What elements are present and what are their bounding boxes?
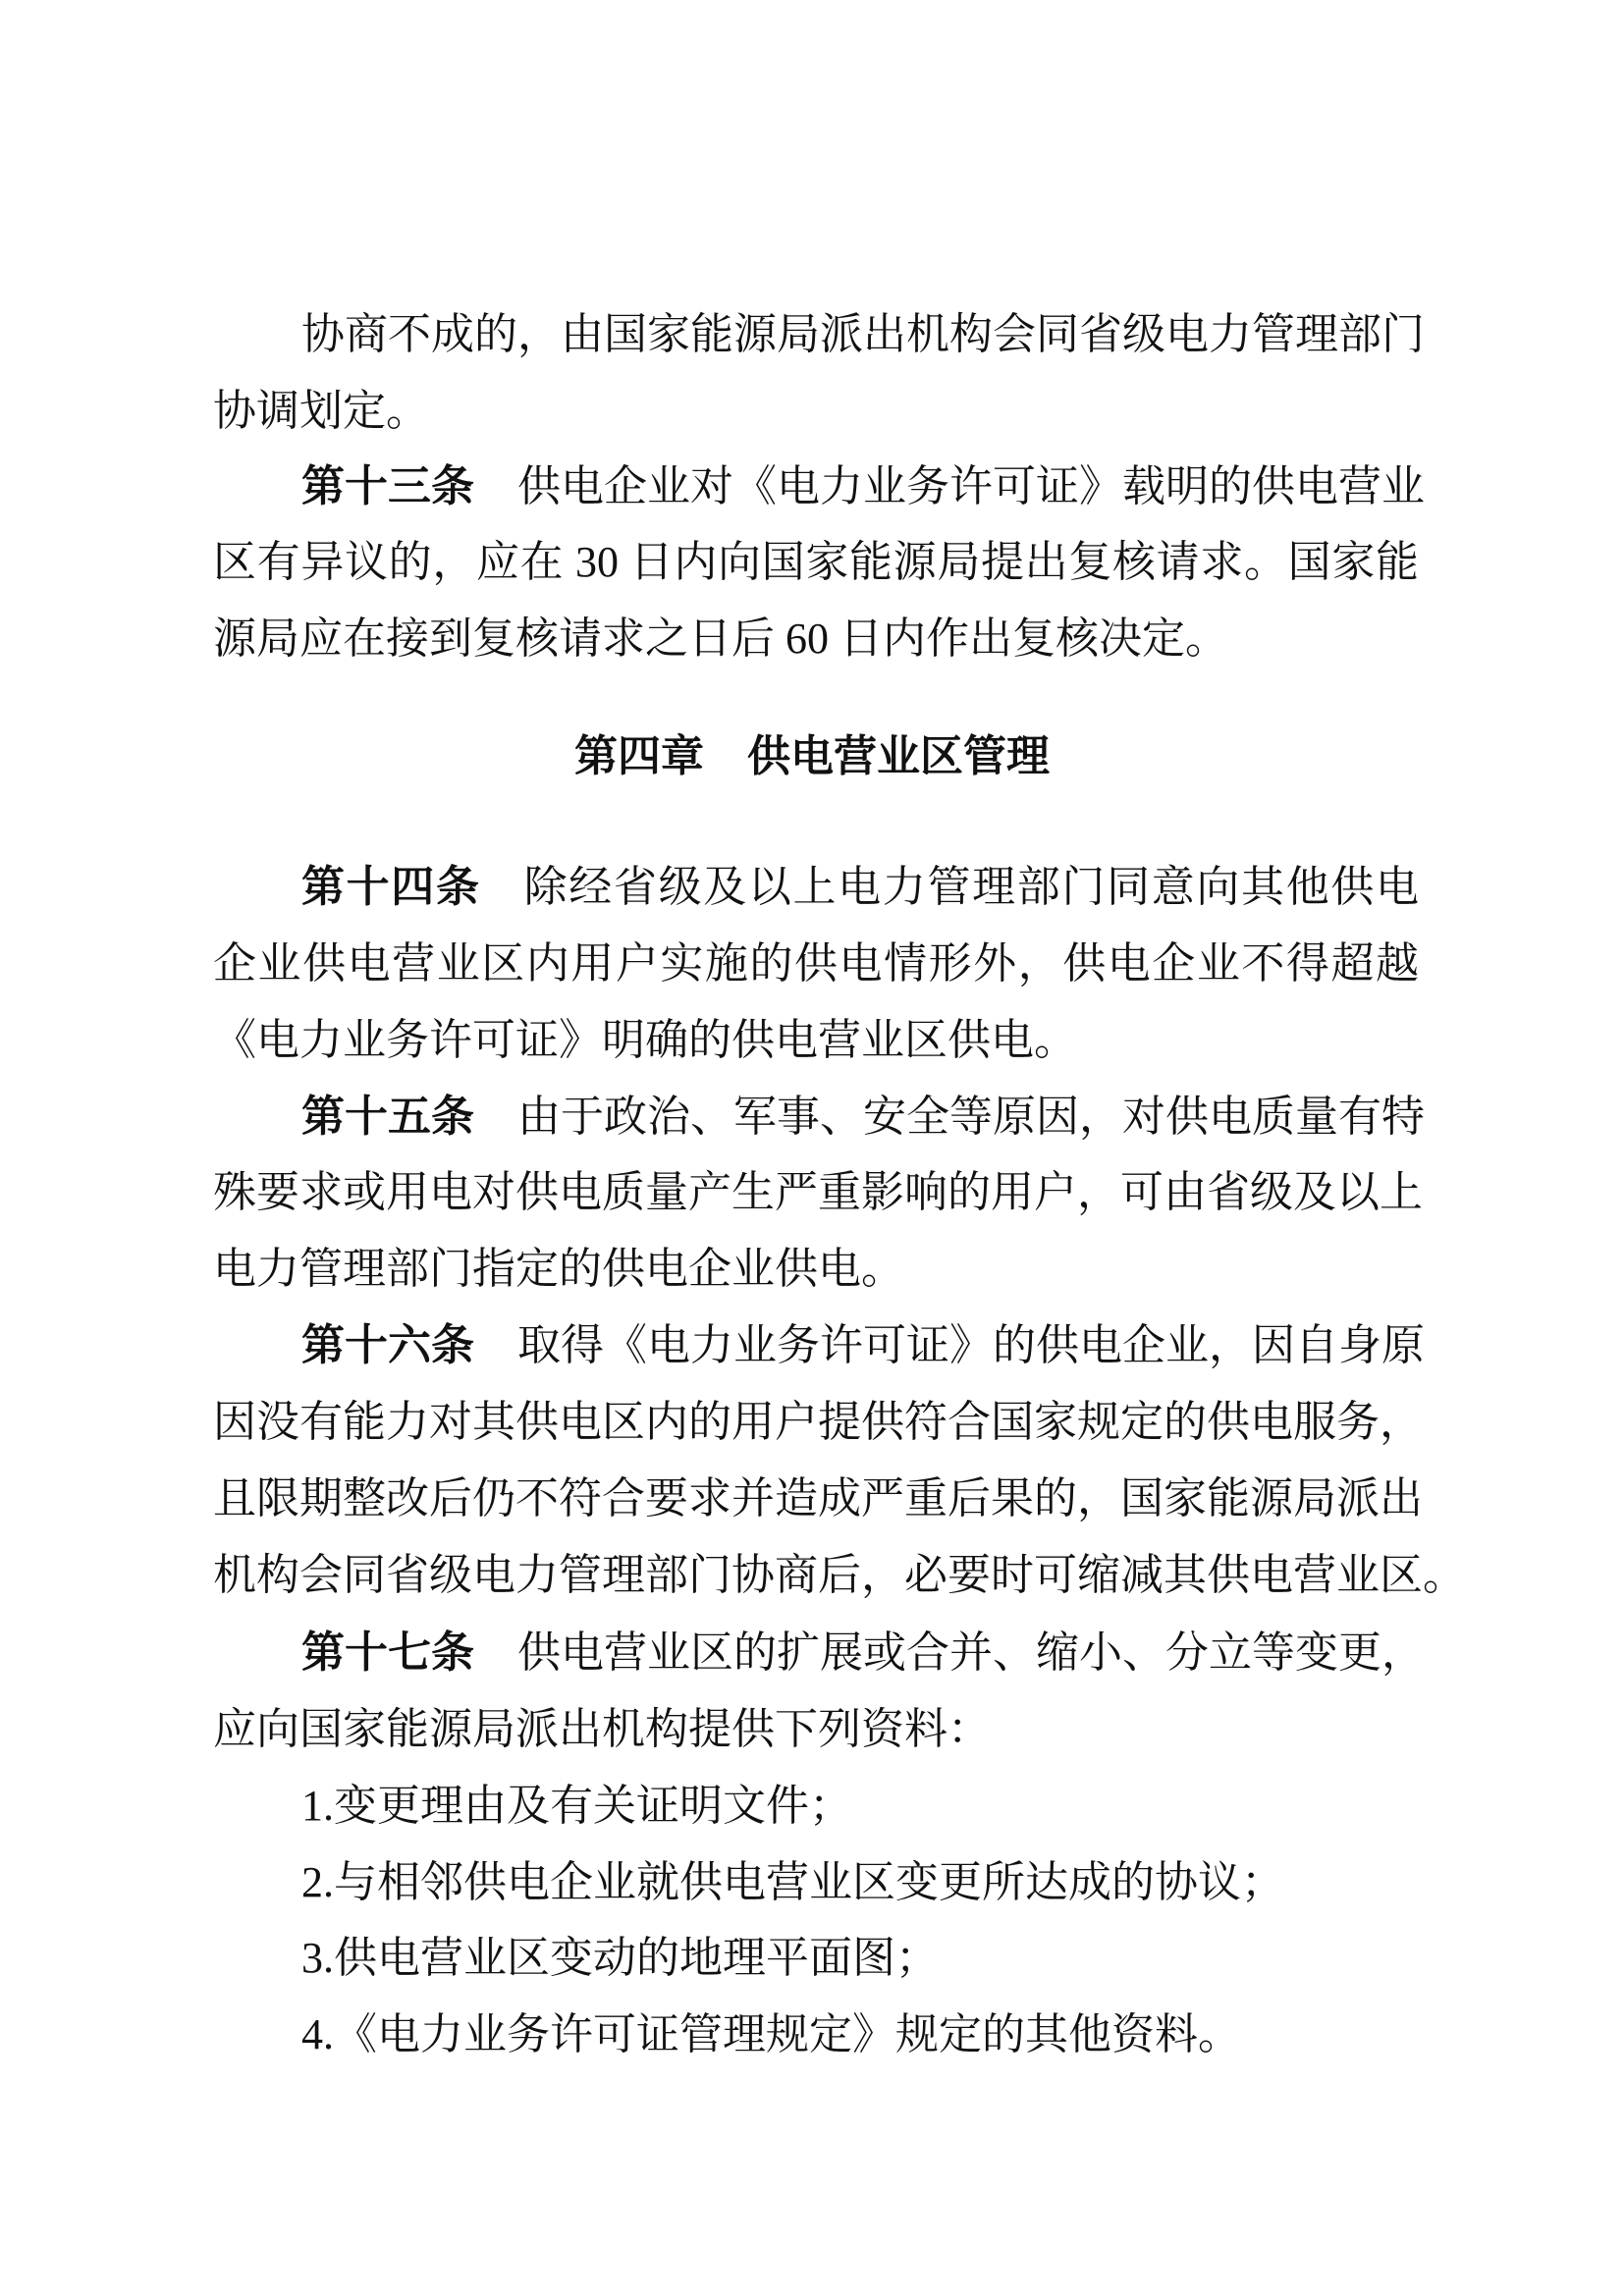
paragraph-text: 机构会同省级电力管理部门协商后，必要时可缩减其供电营业区。 bbox=[213, 1551, 1466, 1599]
paragraph-line bbox=[213, 1469, 1423, 1528]
paragraph-text: 协商不成的，由国家能源局派出机构会同省级电力管理部门 bbox=[301, 310, 1425, 358]
paragraph-text: 供电企业对《电力业务许可证》载明的供电营业 bbox=[517, 462, 1425, 510]
paragraph-text: 由于政治、军事、安全等原因，对供电质量有特 bbox=[517, 1093, 1425, 1141]
paragraph-text: 源局应在接到复核请求之日后 60 日内作出复核决定。 bbox=[213, 614, 1228, 663]
paragraph-text: 因没有能力对其供电区内的用户提供符合国家规定的供电服务， bbox=[213, 1398, 1423, 1446]
paragraph-first-line bbox=[301, 457, 1425, 516]
paragraph-text: 且限期整改后仍不符合要求并造成严重后果的，国家能源局派出 bbox=[213, 1474, 1423, 1522]
paragraph-first-line bbox=[301, 2005, 1419, 2064]
article-number: 第十四条 bbox=[301, 862, 481, 912]
paragraph-line bbox=[213, 934, 1419, 993]
paragraph-first-line bbox=[301, 1088, 1425, 1147]
paragraph-text: 企业供电营业区内用户实施的供电情形外，供电企业不得超越 bbox=[213, 939, 1419, 988]
paragraph-line bbox=[213, 1240, 1419, 1299]
paragraph-first-line bbox=[301, 1777, 1419, 1836]
paragraph-first-line bbox=[301, 1853, 1419, 1912]
article-number: 第十三条 bbox=[301, 461, 474, 511]
paragraph-line bbox=[213, 610, 1419, 668]
paragraph-line bbox=[213, 1546, 1466, 1605]
paragraph-text: 殊要求或用电对供电质量产生严重影响的用户，可由省级及以上 bbox=[213, 1168, 1423, 1216]
paragraph-text: 应向国家能源局派出机构提供下列资料： bbox=[213, 1705, 991, 1753]
chapter-heading: 第四章 供电营业区管理 bbox=[574, 731, 1050, 781]
paragraph-line bbox=[213, 533, 1419, 592]
paragraph-text: 2.与相邻供电企业就供电营业区变更所达成的协议； bbox=[301, 1858, 1284, 1906]
paragraph-line bbox=[213, 1700, 1419, 1759]
paragraph-first-line bbox=[301, 1316, 1425, 1375]
article-number: 第十七条 bbox=[301, 1628, 474, 1678]
paragraph-first-line bbox=[301, 305, 1425, 364]
paragraph-first-line bbox=[301, 1929, 1419, 1988]
paragraph-line bbox=[213, 1393, 1423, 1452]
paragraph-text: 除经省级及以上电力管理部门同意向其他供电 bbox=[523, 863, 1419, 911]
paragraph-text: 协调划定。 bbox=[213, 387, 429, 435]
paragraph-text: 区有异议的，应在 30 日内向国家能源局提出复核请求。国家能 bbox=[213, 538, 1419, 586]
paragraph-text: 1.变更理由及有关证明文件； bbox=[301, 1782, 852, 1830]
paragraph-text: 3.供电营业区变动的地理平面图； bbox=[301, 1934, 939, 1982]
paragraph-line bbox=[213, 1011, 1419, 1070]
paragraph-first-line bbox=[301, 858, 1419, 917]
article-number: 第十五条 bbox=[301, 1092, 474, 1142]
paragraph-text: 4.《电力业务许可证管理规定》规定的其他资料。 bbox=[301, 2010, 1241, 2058]
paragraph-line bbox=[213, 382, 1419, 441]
paragraph-text: 《电力业务许可证》明确的供电营业区供电。 bbox=[213, 1016, 1077, 1064]
paragraph-line bbox=[213, 1163, 1423, 1222]
paragraph-text: 电力管理部门指定的供电企业供电。 bbox=[213, 1245, 904, 1293]
paragraph-text: 取得《电力业务许可证》的供电企业，因自身原 bbox=[517, 1321, 1425, 1369]
article-number: 第十六条 bbox=[301, 1320, 474, 1370]
paragraph-first-line bbox=[301, 1624, 1425, 1682]
paragraph-text: 供电营业区的扩展或合并、缩小、分立等变更， bbox=[517, 1629, 1425, 1677]
